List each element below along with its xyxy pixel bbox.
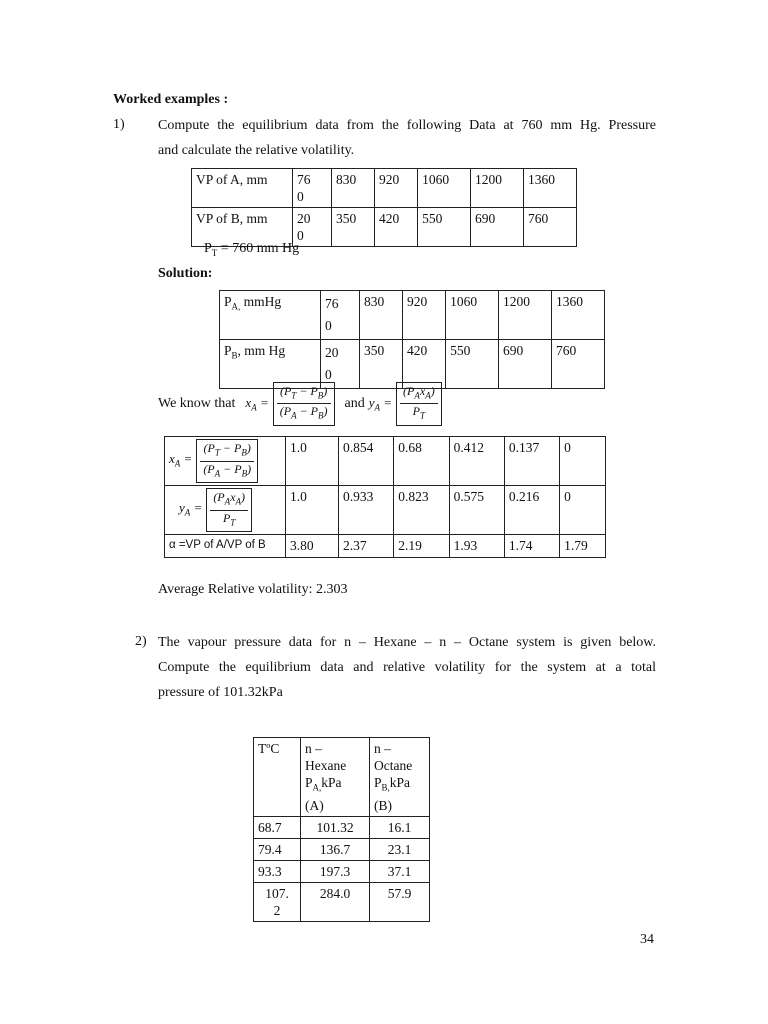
solution-label: Solution: [158, 266, 213, 281]
table-cell: 37.1 [370, 860, 430, 882]
table-cell: 1200 [471, 169, 524, 208]
table-cell: 1.79 [560, 535, 606, 558]
xa-fraction: $\frac{(P_T - P_B)}{(P_A - P_B)}$ [273, 382, 335, 426]
average-volatility: Average Relative volatility: 2.303 [158, 582, 348, 597]
section-heading: Worked examples : [113, 92, 229, 107]
example-1-line1: Compute the equilibrium data from the following Data at 760 mm Hg. Pressure [158, 118, 656, 133]
total-pressure-line [204, 241, 299, 258]
alpha-label: α =VP of A/VP of B [165, 535, 286, 558]
table-cell: 1.0 [286, 486, 339, 535]
table-cell: 1360 [552, 291, 605, 340]
table-cell: 1360 [524, 169, 577, 208]
we-know-text: We know that [158, 395, 236, 411]
table-cell: 20 0 [293, 208, 332, 247]
table-cell: 690 [499, 340, 552, 389]
table-row [254, 860, 430, 882]
table-row [165, 486, 606, 535]
table-cell: 1200 [499, 291, 552, 340]
table-cell: 76 0 [321, 291, 360, 340]
table-cell: 101.32 [301, 816, 370, 838]
table-cell: 284.0 [301, 882, 370, 921]
table-row [220, 291, 605, 340]
row-label: $P_{A,}$ mmHg [220, 291, 321, 340]
table-cell: 136.7 [301, 838, 370, 860]
table-cell: 550 [418, 208, 471, 247]
ya-fraction: $\frac{(P_Ax_A)}{P_T}$ [396, 382, 442, 426]
table-cell: 20 0 [321, 340, 360, 389]
table-cell: 350 [332, 208, 375, 247]
table-row [192, 169, 577, 208]
page-number: 34 [640, 932, 654, 947]
table-cell: 197.3 [301, 860, 370, 882]
table-row [254, 816, 430, 838]
table-cell: 3.80 [286, 535, 339, 558]
pt-subscript: T [211, 247, 218, 258]
table-row [254, 838, 430, 860]
table-cell: 420 [375, 208, 418, 247]
table-cell: 0 [560, 486, 606, 535]
table-cell: 1.74 [504, 535, 559, 558]
table-cell: 420 [403, 340, 446, 389]
table-cell: 690 [471, 208, 524, 247]
table-cell: 0.933 [339, 486, 394, 535]
table-cell: 0.854 [339, 437, 394, 486]
table-cell: 0.137 [504, 437, 559, 486]
row-label: $P_B$, mm Hg [220, 340, 321, 389]
table-row [254, 882, 430, 921]
header-octane: n – Octane $P_{B,}kPa$ (B) [370, 738, 430, 817]
table-cell: 830 [332, 169, 375, 208]
table-cell: 760 [552, 340, 605, 389]
table-cell: 2.37 [339, 535, 394, 558]
example-2-line2: Compute the equilibrium data and relative volatility for the system at a total [158, 660, 656, 675]
xa-formula: $x_A$ = [245, 395, 269, 413]
example-2-line1: The vapour pressure data for n – Hexane – n – Octane system is given below. [158, 635, 656, 650]
hexane-octane-table [253, 737, 430, 922]
vapour-pressure-table-1 [191, 168, 577, 247]
table-cell: 93.3 [254, 860, 301, 882]
table-cell: 57.9 [370, 882, 430, 921]
row-label: VP of B, mm [192, 208, 293, 247]
ya-formula-cell: $y_A$ = $\frac{(P_Ax_A)}{P_T}$ [165, 486, 286, 535]
solution-pressure-table [219, 290, 605, 389]
table-row [165, 535, 606, 558]
example-1-line2: and calculate the relative volatility. [158, 143, 355, 158]
table-cell: 0.823 [394, 486, 449, 535]
table-cell: 107. 2 [254, 882, 301, 921]
example-2-line3: pressure of 101.32kPa [158, 685, 283, 700]
ya-formula: $y_A$ = [368, 395, 393, 413]
pt-value: = 760 mm Hg [217, 241, 300, 256]
table-cell: 23.1 [370, 838, 430, 860]
table-cell: 79.4 [254, 838, 301, 860]
header-temperature: TºC [254, 738, 301, 817]
table-cell: 920 [375, 169, 418, 208]
table-cell: 68.7 [254, 816, 301, 838]
table-cell: 2.19 [394, 535, 449, 558]
table-cell: 350 [360, 340, 403, 389]
table-cell: 0 [560, 437, 606, 486]
table-cell: 76 0 [293, 169, 332, 208]
table-cell: 0.575 [449, 486, 504, 535]
table-cell: 0.412 [449, 437, 504, 486]
table-cell: 0.68 [394, 437, 449, 486]
pt-symbol: P [204, 241, 212, 256]
example-1-number: 1) [113, 117, 125, 132]
table-cell: 1.93 [449, 535, 504, 558]
table-row [254, 738, 430, 817]
table-cell: 1060 [446, 291, 499, 340]
table-cell: 1.0 [286, 437, 339, 486]
table-cell: 1060 [418, 169, 471, 208]
table-row [165, 437, 606, 486]
table-cell: 0.216 [504, 486, 559, 535]
example-2-number: 2) [135, 634, 147, 649]
and-text: and [344, 395, 365, 411]
table-cell: 16.1 [370, 816, 430, 838]
table-cell: 550 [446, 340, 499, 389]
header-hexane: n – Hexane $P_{A,}kPa$ (A) [301, 738, 370, 817]
row-label: VP of A, mm [192, 169, 293, 208]
xa-formula-cell: $x_A$ = $\frac{(P_T - P_B)}{(P_A - P_B)}$ [165, 437, 286, 486]
equilibrium-equations [158, 382, 442, 426]
table-cell: 760 [524, 208, 577, 247]
table-cell: 920 [403, 291, 446, 340]
table-cell: 830 [360, 291, 403, 340]
equilibrium-results-table [164, 436, 606, 558]
